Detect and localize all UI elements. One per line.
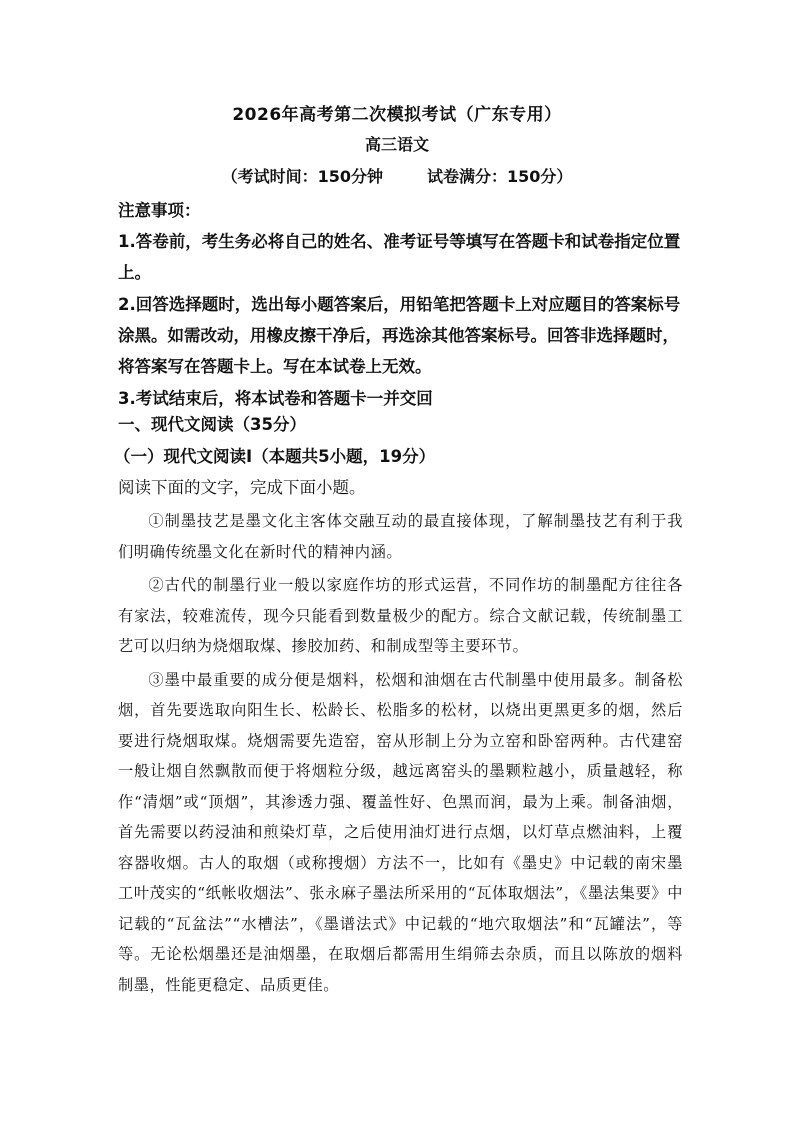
subject-title: 高三语文 (364, 135, 429, 154)
passage-paragraph: ③墨中最重要的成分便是烟料，松烟和油烟在古代制墨中使用最多。制备松烟，首先要选取向阳生长、松龄长、松脂多的松材，以烧出更黑更多的烟，然后要进行烧烟取煤。烧烟需要先造窑，窑从形制上分为立窑和卧窑两种。古代建窑一般让烟自然飘散而便于将烟粒分级，越远离窑头的墨颗粒越小，质量越轻，称作“清烟”或“顶烟”，其渗透力强、覆盖性好、色黑而润，最为上乘。制备油烟，首先需要以药浸油和煎染灯草，之后使用油灯进行点烟，以灯草点燃油料，上覆容器收烟。古人的取烟（或称搜烟）方法不一，比如有《墨史》中记载的南宋墨工叶茂实的“纸帐收烟法”、张永麻子墨法所采用的“瓦体取烟法”，《墨法集要》中记载的“瓦盆法”“水槽法”，《墨谱法式》中记载的“地穴取烟法”和“瓦罐法”，等等。无论松烟墨还是油烟墨，在取烟后都需用生绢筛去杂质，而且以陈放的烟料制墨，性能更稳定、品质更佳。 (118, 670, 683, 994)
notice-item: 3.考试结束后，将本试卷和答题卡一并交回 (118, 389, 433, 408)
notice-heading: 注意事项： (118, 201, 201, 220)
subsection-heading: （一）现代文阅读Ⅰ（本题共5小题，19分） (114, 447, 436, 466)
notice-item: 1.答卷前，考生务必将自己的姓名、准考证号等填写在答题卡和试卷指定位置上。 (118, 232, 681, 282)
passage-paragraph: ①制墨技艺是墨文化主客体交融互动的最直接体现，了解制墨技艺有利于我们明确传统墨文化在新时代的精神内涵。 (118, 512, 683, 561)
reading-passage (118, 506, 683, 1003)
exam-title: 2026年高考第二次模拟考试（广东专用） (232, 105, 562, 125)
passage-paragraph: ②古代的制墨行业一般以家庭作坊的形式运营，不同作坊的制墨配方往往各有家法，较难流传，现今只能看到数量极少的配方。综合文献记载，传统制墨工艺可以归纳为烧烟取煤、掺胶加药、和制成型等主要环节。 (118, 576, 683, 655)
notice-list (118, 226, 683, 415)
full-score: 试卷满分：150分） (427, 167, 573, 186)
exam-time: （考试时间：150分钟 (221, 167, 383, 186)
section-heading: 一、现代文阅读（35分） (118, 415, 306, 434)
notice-item: 2.回答选择题时，选出每小题答案后，用铅笔把答题卡上对应题目的答案标号涂黑。如需改动，用橡皮擦干净后，再选涂其他答案标号。回答非选择题时，将答案写在答题卡上。写在本试卷上无效。 (118, 295, 681, 376)
exam-info (0, 164, 794, 187)
reading-instruction: 阅读下面的文字，完成下面小题。 (118, 478, 366, 497)
